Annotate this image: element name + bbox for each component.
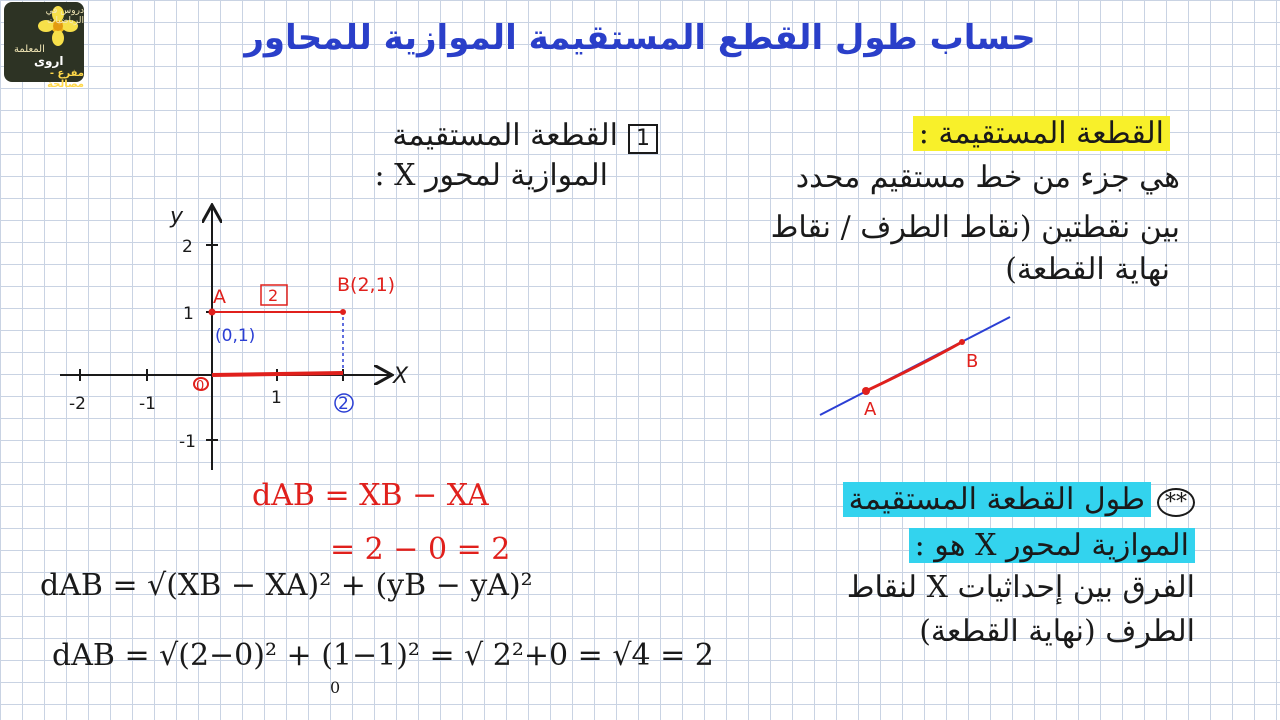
page-title: حساب طول القطع المستقيمة الموازية للمحاور xyxy=(244,18,1036,58)
segment-label-a: A xyxy=(864,399,877,420)
length-rule-line2 xyxy=(909,528,1195,563)
example-number: 1 xyxy=(628,124,658,154)
y-axis-label: y xyxy=(170,204,184,229)
x-axis-label: X xyxy=(393,364,409,389)
point-a-coords: (0,1) xyxy=(215,326,256,346)
segment-point-a xyxy=(862,387,870,395)
projection-segment xyxy=(212,373,343,375)
x-tick-neg1: -1 xyxy=(139,394,156,414)
formula-d-ab-2: = 2 − 0 = 2 xyxy=(330,532,511,567)
definition-line1: هي جزء من خط مستقيم محدد xyxy=(795,160,1180,195)
definition-line2: بين نقطتين (نقاط الطرف / نقاط xyxy=(770,210,1180,245)
x-tick-1: 1 xyxy=(271,388,282,408)
segment-highlight xyxy=(866,342,962,391)
point-b-label: B(2,1) xyxy=(337,274,396,296)
logo-line2: المعلمة xyxy=(14,44,45,55)
definition-heading-text: القطعة المستقيمة : xyxy=(913,116,1170,151)
segment-diagram xyxy=(810,305,1030,435)
example-line1 xyxy=(392,118,658,154)
segment-point-b xyxy=(959,339,965,345)
coordinate-plane xyxy=(55,195,415,480)
formula-distance-applied: dAB = √(2−0)² + (1−1)² = √ 2²+0 = √4 = 2 xyxy=(52,638,714,673)
y-tick-neg1: -1 xyxy=(179,432,196,452)
x-tick-2: 2 xyxy=(338,394,349,414)
underbrace-value: 0 xyxy=(330,678,341,697)
channel-logo xyxy=(4,2,84,90)
logo-line3: اروى xyxy=(34,54,64,68)
length-rule-marker: ** xyxy=(1157,488,1195,517)
box-label: 2 xyxy=(268,286,279,305)
y-tick-2: 2 xyxy=(182,237,193,257)
length-rule-line1-text: طول القطعة المستقيمة xyxy=(843,482,1151,517)
segment-label-b: B xyxy=(966,351,979,372)
formula-distance-general: dAB = √(XB − XA)² + (yB − yA)² xyxy=(40,568,533,603)
x-tick-neg2: -2 xyxy=(69,394,86,414)
definition-heading xyxy=(913,116,1170,151)
length-rule-line1 xyxy=(843,482,1195,517)
logo-line1: دروس في الرياضيات xyxy=(45,6,84,26)
origin-label: 0 xyxy=(196,379,205,394)
formula-d-ab-1: dAB = XB − XA xyxy=(252,478,489,513)
definition-line3: نهاية القطعة) xyxy=(1005,252,1170,287)
logo-line4: مفرع - مصالحة xyxy=(47,68,84,90)
length-rule-line4: الطرف (نهاية القطعة) xyxy=(919,614,1195,649)
point-a xyxy=(209,309,216,316)
y-tick-1: 1 xyxy=(183,304,194,324)
example-line1-text: القطعة المستقيمة xyxy=(392,118,618,153)
example-line2: الموازية لمحور X : xyxy=(374,158,608,193)
length-rule-line3: الفرق بين إحداثيات X لنقاط xyxy=(846,570,1195,605)
point-a-label: A xyxy=(213,286,226,308)
length-rule-line2-text: الموازية لمحور X هو : xyxy=(909,528,1195,563)
point-b xyxy=(340,309,346,315)
